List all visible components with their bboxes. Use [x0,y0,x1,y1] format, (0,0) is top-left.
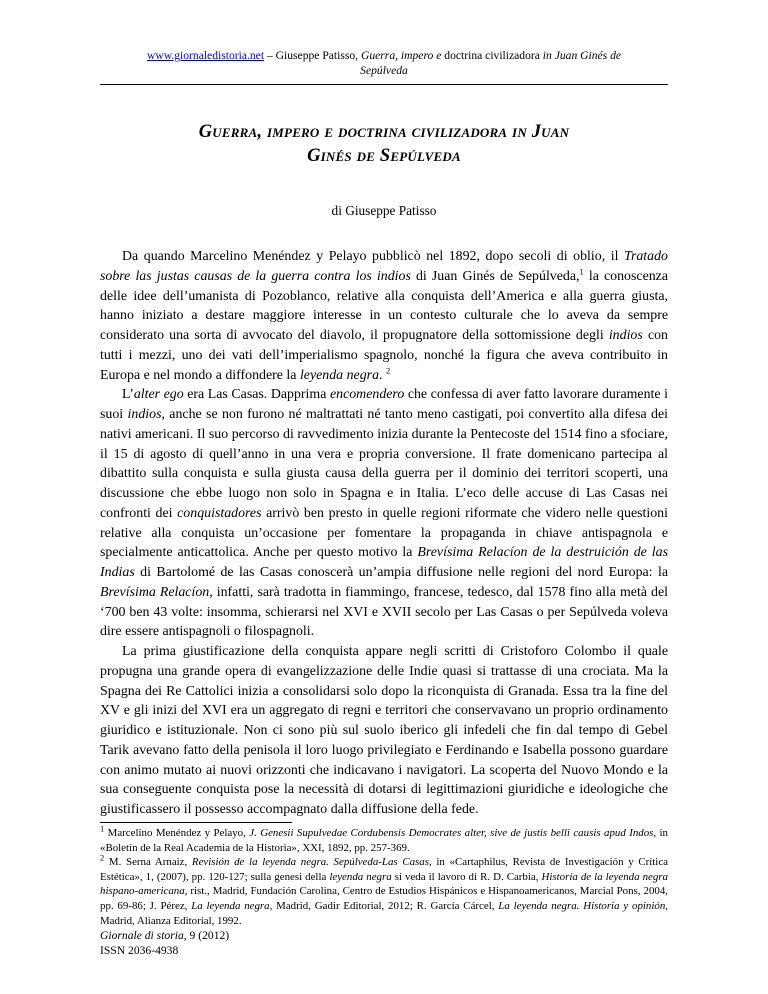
text-run: con tutti i mezzi, uno dei vati dell’imperialismo spagnolo, nonché la figura che aveva contribuito in Europa e nel mondo a diffondere la [100,328,668,383]
article-body [100,247,668,820]
header-divider [100,84,668,85]
article-author: di Giuseppe Patisso [331,203,437,218]
header-title-part: Guerra, impero e [360,49,442,62]
text-run: , rist., Madrid, Fundación Carolina, Centro de Estudios Hispánicos e Hispanoamericanos, Marcial Pons, 2004, pp. 69-86; J. Pérez, [100,885,668,912]
header-title-part: in Juan Ginés de [542,49,622,62]
text-run: arrivò ben presto in quelle regioni riformate che videro nelle questioni relative alla conquista un’occasione per fomentare la propaganda in chiave antispagnola e specialmente anticattolica. Anche per questo motivo la [100,505,668,561]
text-run: . [379,367,386,383]
text-run: , Madrid, Gadir Editorial, 2012; R. García Cárcel, [269,899,499,912]
title-line: Guerra, impero e doctrina civilizadora in Juan [198,122,570,142]
text-run: di Juan Ginés de Sepúlveda, [410,268,580,284]
text-run: leyenda negra [299,367,380,383]
text-run: Revisión de la leyenda negra. Sepúlveda-Las Casas [191,856,429,869]
paragraph: La prima giustificazione della conquista appare negli scritti di Cristoforo Colombo il quale propugna una grande opera di evangelizzazione delle Indie quasi si trattasse di una crociata. Ma la Spagna dei Re Cattolici inizia a consolidarsi solo dopo la riconquista di Granada. Essa tra la fine del XV e gli inizi del XVI era un aggregato di regni e territori che conservavano un proprio ordinamento giuridico e istituzionale. Non ci sono più sul suolo iberico gli infedeli che fin dal tempo di Gebel Tarik avevano fatto della penisola il loro luogo privilegiato e Ferdinando e Isabella possono guardare con animo mutato ai nuovi orizzonti che indicavano i navigatori. La scoperta del Nuovo Mondo e la sua conseguente conquista pose la necessità di dotarsi di legittimazioni giuridiche e ideologiche che giustificassero il possesso accompagnato dalla diffusione della fede. [100,644,668,817]
text-run: Da quando Marcelino Menéndez y Pelayo pubblicò nel 1892, dopo secoli di oblio, il [122,249,624,264]
footnote [100,823,668,855]
text-run: , Madrid, Alianza Editorial, 1992. [100,899,669,927]
text-run: J. Genesii Supulvedae Cordubensis Democrates alter, sive de justis belli causis apud Indos [249,827,654,839]
text-run: La leyenda negra [191,899,270,912]
text-run: indios [608,328,643,343]
article-title [120,120,648,168]
text-run: L’ [122,387,134,403]
header-author: – Giuseppe Patisso, [264,49,361,62]
text-run: la conoscenza delle idee dell’umanista di Pozoblanco, relative alla conquista dell’America e alla guerra giusta, hanno iniziato a destare maggiore interesse in un contesto culturale che lo aveva da sempre considerato una sorta di avvocato del diavolo, il propugnatore della sottomissione degli [100,268,669,343]
text-run: indios [127,407,162,422]
title-line: Ginés de Sepúlveda [307,146,461,166]
footnote-divider [100,822,292,823]
header-title-part: doctrina civilizadora [441,49,543,62]
footnote-number: 1 [100,823,105,834]
text-run: , in «Cartaphilus, Revista de Investigación y Crítica Estética», 1, (2007), pp. 120-127; sulla genesi della [100,856,668,883]
journal-name: Giornale di storia [100,929,184,942]
text-run: alter ego [133,387,184,403]
footnote-ref[interactable]: 2 [385,364,391,375]
text-run: infatti, sarà tradotta in fiammingo, francese, tedesco, dal 1578 fino alla metà del ‘700 ben 43 volte: insomma, schierarsi nel XVI e XVII secolo per Las Casas o per Sepúlveda voleva dire essere antispagnoli o filospagnoli. [100,584,668,640]
text-run: Brevísima Relacíon, [100,584,213,600]
text-run: La leyenda negra. Historia y opinión [498,899,666,912]
running-header [100,48,668,78]
page-footer [100,928,229,958]
footnote-ref[interactable]: 1 [579,266,584,277]
text-run: leyenda negra [329,870,392,883]
footnote [100,852,669,928]
text-run: Marcelino Menéndez y Pelayo, [104,827,250,839]
footnotes [100,823,669,928]
text-run: Tratado sobre las justas causas de la guerra contra los indios [100,249,668,284]
paragraph [100,247,668,385]
text-run: era Las Casas. Dapprima [183,387,330,403]
text-run: Brevísima Relacíon de la destruición de las Indias [100,545,668,580]
text-run: si veda il lavoro di R. D. Carbia [391,870,536,883]
text-run: M. Serna Arnaiz, [104,856,192,869]
site-link[interactable]: www.giornaledistoria.net [146,49,265,62]
footnote-number: 2 [100,852,105,863]
text-run: che confessa di aver fatto lavorare duramente i suoi [100,387,668,422]
paragraph [100,385,668,642]
text-run: , anche se non furono né maltrattati né tanto meno castigati, poi convertito alla difesa dei nativi americani. Il suo percorso di ravvedimento inizia durante la Pentecoste del 1514 fino a sfociare, il 15 di agosto di quell’anno in una vera e propria conversione. Il frate domenicano partecipa al dibattito sulla conquista e sulla giusta causa della guerra per il dominio dei territori scoperti, una discussione che ebbe luogo non solo in Spagna e in Italia. L’eco delle accuse di Las Casas nei confronti dei [100,407,668,521]
text-run: , in «Boletín de la Real Academia de la Historia», XXI, 1892, pp. 257-369. [100,827,668,854]
text-run: encomendero [329,387,405,403]
text-run: di Bartolomé de las Casas conoscerà un’ampia diffusione nelle regioni del nord Europa: la [134,565,668,580]
issn: ISSN 2036-4938 [100,944,179,957]
header-title-part: Sepúlveda [360,64,408,77]
text-run: conquistadores [177,505,262,521]
journal-issue: , 9 (2012) [183,929,230,942]
text-run: , Historia de la leyenda negra hispano-americana [100,870,668,898]
